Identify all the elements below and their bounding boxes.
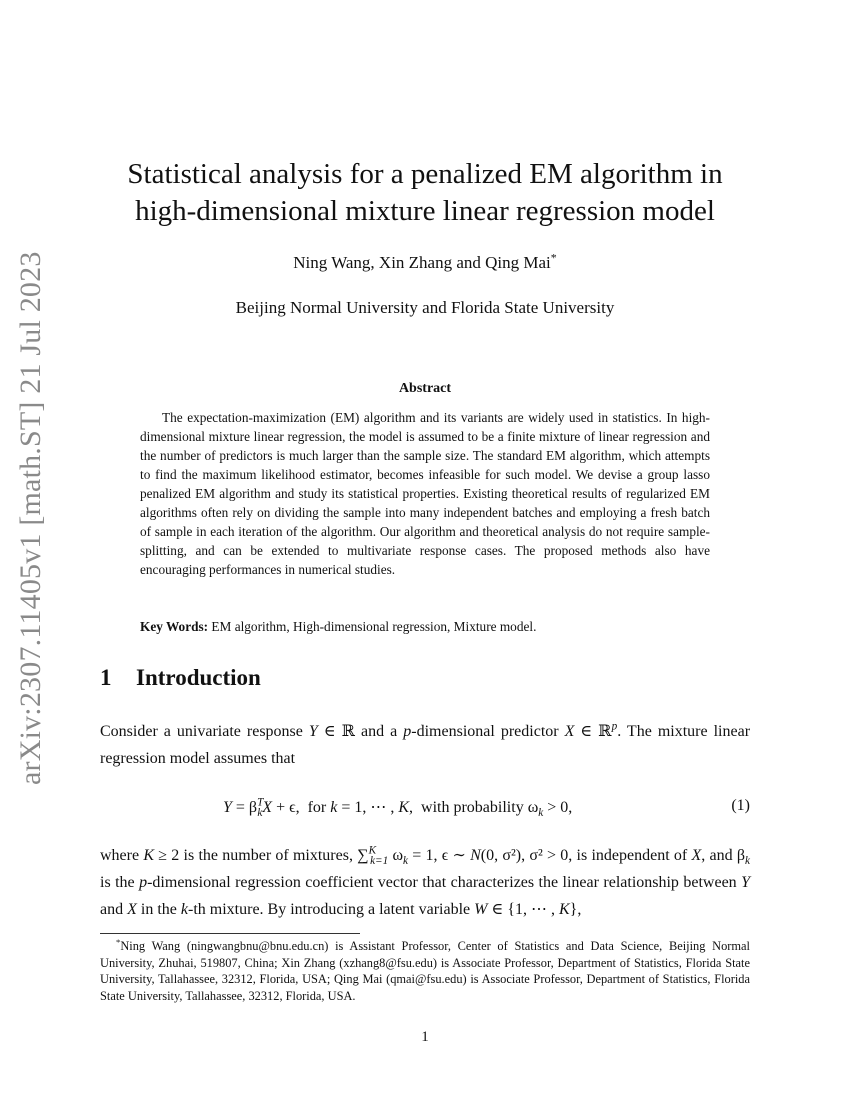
math-run: = 1, ⋯ , [337,799,399,816]
math-run: > 0, [543,799,573,816]
title-line-2: high-dimensional mixture linear regression model [135,195,715,227]
footnote-mark: * [116,936,121,947]
text-run: ∈ ℝ [574,723,612,740]
math-var: X [691,847,702,864]
text-run: where [100,847,144,864]
text-run: = 1, ϵ ∼ [407,847,471,864]
page-number: 1 [421,1029,429,1045]
intro-paragraph-1 [100,718,750,772]
title-line-1: Statistical analysis for a penalized EM algorithm in [127,158,723,190]
author-footnote-mark: * [550,250,557,265]
authors-text: Ning Wang, Xin Zhang and Qing Mai [293,253,551,272]
math-var: Y [741,874,751,891]
math-var: X [564,723,575,740]
math-var: X [127,901,137,918]
math-var: N [470,847,481,864]
affiliation: Beijing Normal University and Florida State University [235,298,615,317]
section-number: 1 [100,665,112,690]
text-run: ≥ 2 is the number of mixtures, ∑ [154,847,369,864]
text-run: (0, σ²), σ² > 0, is independent of [480,847,692,864]
text-run: . The mixture linear regression model assumes that [100,723,751,767]
math-var: K [143,847,155,864]
math-var: k [402,855,408,868]
math-var: p [403,723,412,740]
text-run: ω [388,847,403,864]
text-run: ∈ {1, ⋯ , [487,901,559,918]
math-var: k [538,807,544,820]
math-var: k [745,855,750,868]
math-var: K [368,844,377,857]
abstract-heading: Abstract [398,381,452,396]
text-run: -dimensional predictor [411,723,565,740]
text-run: Consider a univariate response [100,723,309,740]
math-run: , with probability ω [409,799,539,816]
author-list [0,250,850,273]
math-var: k=1 [370,855,389,868]
footnote-text: Ning Wang (ningwangbnu@bnu.edu.cn) is Assistant Professor, Center of Statistics and Data Science, Beijing Normal University, Zhuhai, 519807, China; Xin Zhang (xzhang8@fsu.edu) is Associate Professor, Department of Statistics, Florida State University, Tallahassee, 32312, Florida, USA; Qing Mai (qmai@fsu.edu) is Associate Professor, Department of Statistics, Florida State University, Tallahassee, 32312, Florida, USA. [100,939,750,1003]
author-footnote [100,938,750,1004]
text-run: -dimensional regression coefficient vector that characterizes the linear relationship between [147,874,742,891]
math-var: Y [223,799,232,816]
footnote-divider [100,933,360,934]
keywords-label: Key Words: [140,619,209,634]
arxiv-identifier: arXiv:2307.11405v1 [math.ST] 21 Jul 2023 [14,251,47,785]
math-var: X [262,799,273,816]
section-heading [100,665,261,691]
keywords [140,619,710,635]
text-run: -th mixture. By introducing a latent variable [188,901,475,918]
math-var: p [139,874,148,891]
math-run: + ϵ, [272,799,300,816]
text-run: , and β [701,847,746,864]
section-title: Introduction [136,665,261,690]
math-run: = β [231,799,258,816]
text-run: ∈ ℝ and a [317,723,404,740]
math-var: T [257,796,264,809]
math-var: Y [308,723,318,740]
math-var: p [611,720,618,733]
text-run: }, [569,901,582,918]
math-run: for [299,799,331,816]
math-var: k [257,807,263,820]
text-run: in the [136,901,181,918]
math-var: K [398,799,410,816]
paper-title [0,156,850,230]
text-run: and [100,901,128,918]
math-var: k [330,799,338,816]
equation-number: (1) [731,797,750,814]
math-var: W [474,901,488,918]
math-var: K [559,901,570,918]
abstract-text: The expectation-maximization (EM) algorithm and its variants are widely used in statistics. In high-dimensional mixture linear regression, the model is assumed to be a finite mixture of linear regression and the number of predictors is much larger than the sample size. The standard EM algorithm, which attempts to find the maximum likelihood estimator, becomes infeasible for such model. We devise a group lasso penalized EM algorithm and study its statistical properties. Existing theoretical results of regularized EM algorithms often rely on dividing the sample into many independent batches and employing a fresh batch of sample in each iteration of the algorithm. Our algorithm and theoretical analysis do not require sample-splitting, and can be extended to multivariate response cases. The proposed methods also have encouraging performances in numerical studies. [140,410,710,577]
keywords-text: EM algorithm, High-dimensional regression, Mixture model. [211,619,537,634]
math-var: k [180,901,188,918]
equation-body [223,796,573,820]
intro-paragraph-2 [100,842,750,923]
text-run: is the [100,874,140,891]
